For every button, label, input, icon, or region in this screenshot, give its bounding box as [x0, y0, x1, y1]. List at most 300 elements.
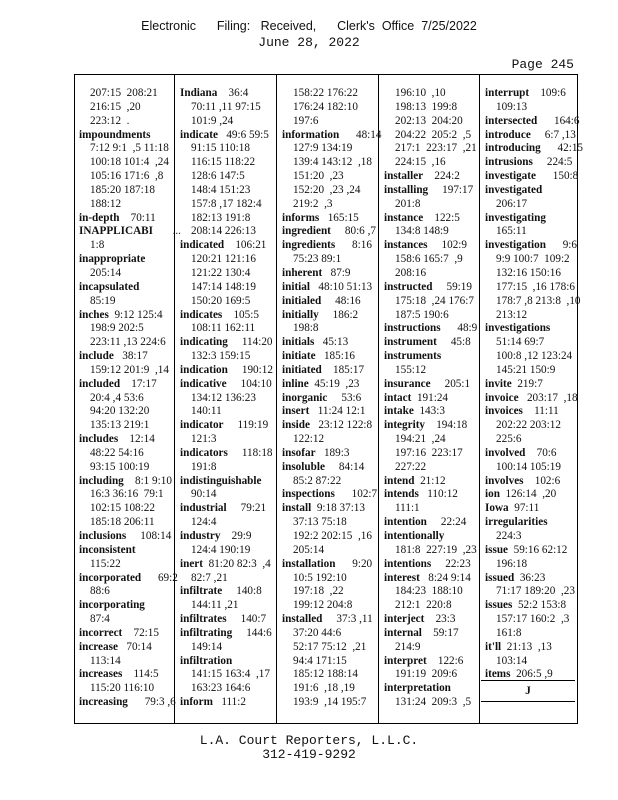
index-entry-continuation: [282, 585, 381, 599]
page-line-refs: 187:5 190:6: [395, 308, 449, 321]
index-entry: [485, 87, 583, 101]
index-term: invite: [485, 377, 512, 390]
index-entry: [282, 378, 381, 392]
index-entry: [282, 295, 381, 309]
page-line-refs: 196:10 ,10: [395, 87, 446, 99]
page-line-refs: 80:6 ,7: [330, 225, 376, 238]
index-entry-continuation: [79, 461, 181, 475]
index-term: instruments: [384, 350, 442, 363]
index-entry-continuation: [384, 198, 477, 212]
page-line-refs: 182:13 191:8: [191, 211, 251, 224]
page-line-refs: 45:8: [436, 336, 471, 349]
index-entry-continuation: [79, 502, 181, 516]
page-line-refs: 144:11 ,21: [191, 599, 239, 612]
index-entry-continuation: [79, 101, 181, 115]
section-letter: J: [525, 685, 531, 697]
index-term: investigate: [485, 170, 536, 183]
index-entry: [180, 613, 273, 627]
page-line-refs: 191:6 ,18 ,19: [293, 682, 355, 695]
index-entry-continuation: [180, 225, 273, 239]
page-line-refs: 48:16: [321, 294, 361, 307]
index-term: interpretation: [384, 682, 451, 695]
index-entry-continuation: [79, 447, 181, 461]
index-term: infiltrating: [180, 626, 233, 639]
page-line-refs: 188:12: [90, 197, 122, 210]
index-entry: [180, 655, 273, 669]
index-entry: [282, 129, 381, 143]
page-line-refs: 106:21: [224, 239, 267, 252]
index-entry-continuation: [79, 364, 181, 378]
index-term: intentionally: [384, 530, 445, 542]
index-term: issued: [485, 571, 515, 584]
index-entry-continuation: [79, 239, 181, 253]
index-entry: [384, 530, 477, 544]
page-line-refs: 72:15: [122, 626, 159, 639]
page-line-refs: 87:4: [90, 613, 110, 626]
index-term: industry: [180, 530, 221, 542]
page-line-refs: 159:12 201:9 ,14: [90, 363, 169, 376]
index-term: intend: [384, 474, 415, 487]
page-line-refs: 208:16: [395, 266, 427, 279]
index-term: INAPPLICABI: [79, 225, 153, 238]
index-entry-continuation: [180, 461, 273, 475]
index-term: investigation: [485, 239, 546, 252]
index-column-4: [384, 87, 477, 710]
page-line-refs: 165:15: [319, 211, 359, 224]
index-entry: [180, 364, 273, 378]
index-entry-continuation: [180, 198, 273, 212]
index-term: indicator: [180, 419, 224, 432]
page-line-refs: 164:6: [537, 114, 580, 127]
index-entry: [180, 419, 273, 433]
index-entry-continuation: [485, 253, 583, 267]
index-entry: [180, 309, 273, 323]
page-line-refs: 45:19 ,23: [308, 377, 360, 390]
index-entry: [485, 475, 583, 489]
index-entry-continuation: [485, 627, 583, 641]
index-term: inform: [180, 696, 213, 709]
index-term: interject: [384, 613, 425, 626]
index-term: inline: [282, 377, 309, 390]
page-line-refs: 184:23 188:10: [395, 585, 463, 598]
index-entry: [485, 599, 583, 613]
page-line-refs: 36:23: [514, 571, 546, 584]
index-term: installation: [282, 557, 336, 570]
index-entry: [282, 350, 381, 364]
index-entry-continuation: [485, 364, 583, 378]
page-line-refs: 109:13: [496, 100, 528, 113]
page-line-refs: 223:11 ,13 224:6: [90, 336, 166, 349]
page-line-refs: 213:12: [496, 308, 528, 321]
index-entry-continuation: [384, 544, 477, 558]
page-line-refs: 90:14: [191, 488, 217, 501]
index-term: ion: [485, 488, 500, 501]
page-line-refs: 70:6: [525, 446, 557, 459]
page-line-refs: 70:14: [117, 640, 152, 653]
index-entry-continuation: [180, 170, 273, 184]
index-entry-continuation: [384, 641, 477, 655]
index-entry: [282, 461, 381, 475]
index-term: interest: [384, 571, 420, 584]
index-term: insofar: [282, 446, 316, 459]
index-entry-continuation: [384, 585, 477, 599]
column-divider: [479, 75, 480, 723]
page-line-refs: 53:6: [327, 391, 362, 404]
page-line-refs: 132:16 150:16: [496, 266, 561, 279]
index-term: interrupt: [485, 87, 530, 99]
page-line-refs: 9:20: [335, 557, 373, 570]
index-entry-continuation: [79, 516, 181, 530]
page-line-refs: 21:12: [414, 474, 446, 487]
index-entry: [485, 239, 583, 253]
index-term: include: [79, 350, 114, 363]
index-entry: [79, 253, 181, 267]
index-entry: [282, 392, 381, 406]
index-entry: [384, 392, 477, 406]
index-entry: [485, 115, 583, 129]
page-line-refs: 23:3: [424, 613, 456, 626]
page-line-refs: 48:14: [339, 128, 382, 141]
index-term: inspections: [282, 488, 335, 501]
index-term: ingredient: [282, 225, 331, 238]
index-entry-continuation: [384, 156, 477, 170]
page-line-refs: 224:2: [423, 170, 460, 183]
index-column-1: [79, 87, 181, 710]
page-line-refs: 114:20: [227, 336, 273, 349]
index-entry-continuation: [384, 295, 477, 309]
index-entry-continuation: [180, 267, 273, 281]
index-entry-continuation: [384, 696, 477, 710]
index-term: investigated: [485, 183, 543, 196]
index-column-3: [282, 87, 381, 710]
page-line-refs: 9:6: [545, 239, 577, 252]
page-line-refs: 113:14: [90, 654, 121, 667]
index-term: inorganic: [282, 391, 328, 404]
index-term: indicated: [180, 239, 225, 252]
page-line-refs: 185:17: [321, 363, 365, 376]
page-line-refs: 10:5 192:10: [293, 571, 347, 584]
index-entry: [282, 364, 381, 378]
page-line-refs: 110:12: [418, 488, 458, 501]
page-line-refs: 161:8: [496, 626, 522, 639]
index-entry-continuation: [384, 129, 477, 143]
page-line-refs: 104:10: [226, 377, 272, 390]
index-term: intact: [384, 391, 412, 404]
page-line-refs: 124:4: [191, 516, 217, 529]
page-line-refs: 157:17 160:2 ,3: [496, 613, 570, 626]
page-line-refs: 157:8 ,17 182:4: [191, 197, 262, 210]
index-entry-continuation: [180, 101, 273, 115]
page-line-refs: 150:8: [535, 170, 579, 183]
index-entry-continuation: [485, 101, 583, 115]
page-line-refs: 84:14: [324, 460, 365, 473]
index-term: initiated: [282, 363, 322, 376]
page-line-refs: 135:13 219:1: [90, 419, 150, 432]
page-line-refs: 158:6 165:7 ,9: [395, 253, 463, 266]
index-entry-continuation: [384, 447, 477, 461]
index-entry: [282, 558, 381, 572]
index-term: indicates: [180, 308, 223, 321]
page-line-refs: 192:2 202:15 ,16: [293, 530, 372, 542]
page-line-refs: 191:24: [411, 391, 449, 404]
index-entry: [282, 336, 381, 350]
page-line-refs: 140:11: [191, 405, 222, 418]
index-term: initially: [282, 308, 319, 321]
page-line-refs: 151:20 ,23: [293, 170, 344, 183]
page-line-refs: 198:8: [293, 322, 319, 335]
index-term: instrument: [384, 336, 437, 349]
index-entry-continuation: [180, 156, 273, 170]
index-entry-continuation: [485, 198, 583, 212]
page-line-refs: 1:8: [90, 239, 105, 252]
page-line-refs: 115:20 116:10: [90, 682, 155, 695]
index-entry: [384, 516, 477, 530]
index-entry-continuation: [282, 530, 381, 544]
page-line-refs: 81:20 82:3 ,4: [203, 557, 271, 570]
index-term: issue: [485, 543, 509, 556]
page-line-refs: 105:16 171:6 ,8: [90, 170, 164, 183]
index-term: it'll: [485, 640, 502, 653]
page-line-refs: 11:11: [522, 405, 559, 418]
index-entry-continuation: [180, 682, 273, 696]
page-line-refs: 6:7 ,13: [530, 128, 576, 141]
index-entry: [485, 392, 583, 406]
index-entry: [282, 281, 381, 295]
index-entry: [79, 627, 181, 641]
index-entry: [282, 267, 381, 281]
page-line-refs: 11:24 12:1: [309, 405, 366, 418]
page-line-refs: 155:12: [395, 363, 427, 376]
index-term: involves: [485, 474, 524, 487]
page-line-refs: 59:19: [432, 280, 472, 293]
index-entry-continuation: [485, 558, 583, 572]
index-entry-continuation: [180, 253, 273, 267]
index-entry-continuation: [180, 142, 273, 156]
index-term: issues: [485, 599, 513, 612]
page-line-refs: 147:14 148:19: [191, 280, 256, 293]
page-line-refs: 9:18 37:13: [311, 502, 365, 515]
index-entry: [384, 613, 477, 627]
index-entry-continuation: [282, 682, 381, 696]
page-line-refs: 100:18 101:4 ,24: [90, 156, 169, 169]
index-entry-continuation: [485, 613, 583, 627]
page-line-refs: 85:2 87:22: [293, 474, 342, 487]
page-line-refs: 52:2 153:8: [512, 599, 567, 612]
page-line-refs: 196:18: [496, 557, 528, 570]
page-line-refs: 203:17 ,18: [518, 391, 578, 404]
page-line-refs: 139:4 143:12 ,18: [293, 156, 372, 169]
page-line-refs: 37:20 44:6: [293, 626, 342, 639]
page-line-refs: 198:9 202:5: [90, 322, 144, 335]
page-line-refs: 101:9 ,24: [191, 114, 234, 127]
index-entry-continuation: [282, 142, 381, 156]
page-line-refs: 114:5: [122, 668, 159, 681]
index-entry: [485, 170, 583, 184]
index-entry: [384, 405, 477, 419]
index-term: installing: [384, 183, 429, 196]
index-entry-continuation: [282, 433, 381, 447]
page-line-refs: 79:21: [226, 502, 267, 515]
index-term: inches: [79, 308, 109, 321]
page-line-refs: 97:11: [508, 502, 540, 515]
page-line-refs: 79:3 ,6: [127, 696, 176, 709]
page-line-refs: 8:24 9:14: [419, 571, 471, 584]
page-line-refs: 91:15 110:18: [191, 142, 250, 155]
index-entry: [79, 378, 181, 392]
index-entry: [79, 599, 181, 613]
page-line-refs: 38:17: [113, 350, 148, 363]
index-entry-continuation: [180, 599, 273, 613]
index-entry: [79, 225, 181, 239]
index-entry-continuation: [180, 405, 273, 419]
page-line-refs: 197:16 223:17: [395, 446, 463, 459]
page-line-refs: 204:22 205:2 ,5: [395, 128, 472, 141]
index-entry: [180, 627, 273, 641]
index-column-2: [180, 87, 273, 710]
page-line-refs: 202:13 204:20: [395, 114, 463, 127]
page-line-refs: 150:20 169:5: [191, 294, 251, 307]
page-line-refs: 94:4 171:15: [293, 654, 347, 667]
page-line-refs: 185:20 187:18: [90, 183, 155, 196]
index-entry: [384, 558, 477, 572]
page-line-refs: 109:6: [529, 87, 566, 99]
index-term: introduce: [485, 128, 531, 141]
index-entry-continuation: [180, 572, 273, 586]
index-term: inert: [180, 557, 203, 570]
index-entry-continuation: [384, 115, 477, 129]
index-term: intends: [384, 488, 419, 501]
page-line-refs: 17:17: [120, 377, 157, 390]
index-term: items: [485, 668, 511, 681]
page-line-refs: 205:14: [90, 266, 122, 279]
index-entry-continuation: [79, 419, 181, 433]
page-line-refs: 132:3 159:15: [191, 350, 251, 363]
page-line-refs: 134:8 148:9: [395, 225, 449, 238]
index-entry-continuation: [282, 475, 381, 489]
index-entry-continuation: [485, 433, 583, 447]
index-entry: [79, 350, 181, 364]
index-entry-continuation: [282, 170, 381, 184]
index-entry-continuation: [485, 309, 583, 323]
index-entry-continuation: [79, 405, 181, 419]
index-term: installed: [282, 613, 323, 626]
page-line-refs: 37:13 75:18: [293, 516, 347, 529]
page-line-refs: 224:15 ,16: [395, 156, 446, 169]
index-entry: [282, 405, 381, 419]
page-line-refs: 193:9 ,14 195:7: [293, 696, 367, 709]
index-entry-continuation: [79, 585, 181, 599]
index-entry-continuation: [282, 572, 381, 586]
index-entry: [282, 225, 381, 239]
page-line-refs: 93:15 100:19: [90, 460, 150, 473]
index-entry-continuation: [282, 516, 381, 530]
page-line-refs: 59:17: [421, 626, 459, 639]
index-entry: [180, 378, 273, 392]
page-line-refs: 94:20 132:20: [90, 405, 150, 418]
index-entry: [180, 696, 273, 710]
page-line-refs: 144:6: [232, 626, 272, 639]
index-term: infiltration: [180, 654, 233, 667]
index-entry: [485, 129, 583, 143]
page-line-refs: 102:9: [427, 239, 467, 252]
index-term: involved: [485, 446, 526, 459]
page-line-refs: 119:19: [223, 419, 269, 432]
index-entry: [485, 544, 583, 558]
index-entry: [79, 696, 181, 710]
index-term: impoundments: [79, 128, 151, 141]
index-entry-continuation: [485, 655, 583, 669]
index-term: increasing: [79, 696, 128, 709]
index-entry-continuation: [79, 184, 181, 198]
page-line-refs: 149:14: [191, 640, 223, 653]
index-entry-continuation: [282, 544, 381, 558]
index-entry-continuation: [384, 309, 477, 323]
section-rule-bottom: [481, 701, 575, 702]
page-line-refs: 21:13 ,13: [501, 640, 552, 653]
index-entry-continuation: [485, 267, 583, 281]
index-term: infiltrates: [180, 613, 227, 626]
page-line-refs: 42:15: [540, 142, 584, 155]
index-term: incorporating: [79, 599, 145, 612]
index-entry-continuation: [79, 322, 181, 336]
index-entry-continuation: [485, 461, 583, 475]
page-line-refs: ...: [152, 225, 181, 238]
index-entry-continuation: [180, 668, 273, 682]
page-line-refs: 185:18 206:11: [90, 516, 155, 529]
index-entry: [384, 378, 477, 392]
index-term: initiate: [282, 350, 316, 363]
page-line-refs: 163:23 164:6: [191, 682, 251, 695]
index-entry-continuation: [79, 142, 181, 156]
page-line-refs: 9:12 125:4: [108, 308, 163, 321]
page-line-refs: 100:14 105:19: [496, 460, 561, 473]
page-line-refs: 103:14: [496, 654, 528, 667]
page-line-refs: 75:23 89:1: [293, 253, 342, 266]
page-line-refs: 185:12 188:14: [293, 668, 358, 681]
page-line-refs: 224:5: [532, 156, 573, 169]
index-entry-continuation: [79, 115, 181, 129]
index-term: inappropriate: [79, 253, 146, 266]
index-entry-continuation: [384, 142, 477, 156]
index-term: incorporated: [79, 571, 142, 584]
index-entry: [485, 447, 583, 461]
page-line-refs: 105:5: [222, 308, 259, 321]
index-entry: [79, 433, 181, 447]
page-line-refs: 87:9: [322, 266, 351, 279]
index-entry-continuation: [384, 668, 477, 682]
index-term: invoices: [485, 405, 523, 418]
index-entry: [384, 184, 477, 198]
index-entry: [485, 378, 583, 392]
page-line-refs: 194:18: [425, 419, 468, 432]
page-line-refs: 48:22 54:16: [90, 446, 144, 459]
page-line-refs: 181:8 227:19 ,23: [395, 543, 477, 556]
index-term: intrusions: [485, 156, 533, 169]
page-line-refs: 177:15 ,16 178:6: [496, 280, 575, 293]
index-term: inside: [282, 419, 310, 432]
index-entry-continuation: [282, 655, 381, 669]
page-line-refs: 70:11: [119, 211, 156, 224]
index-entry: [180, 585, 273, 599]
index-term: initials: [282, 336, 315, 349]
page-line-refs: 208:14 226:13: [191, 225, 256, 238]
page-line-refs: 206:17: [496, 197, 528, 210]
index-term: Indiana: [180, 87, 218, 99]
index-entry: [485, 405, 583, 419]
page-line-refs: 158:22 176:22: [293, 87, 358, 99]
index-entry-continuation: [485, 419, 583, 433]
index-entry: [79, 572, 181, 586]
